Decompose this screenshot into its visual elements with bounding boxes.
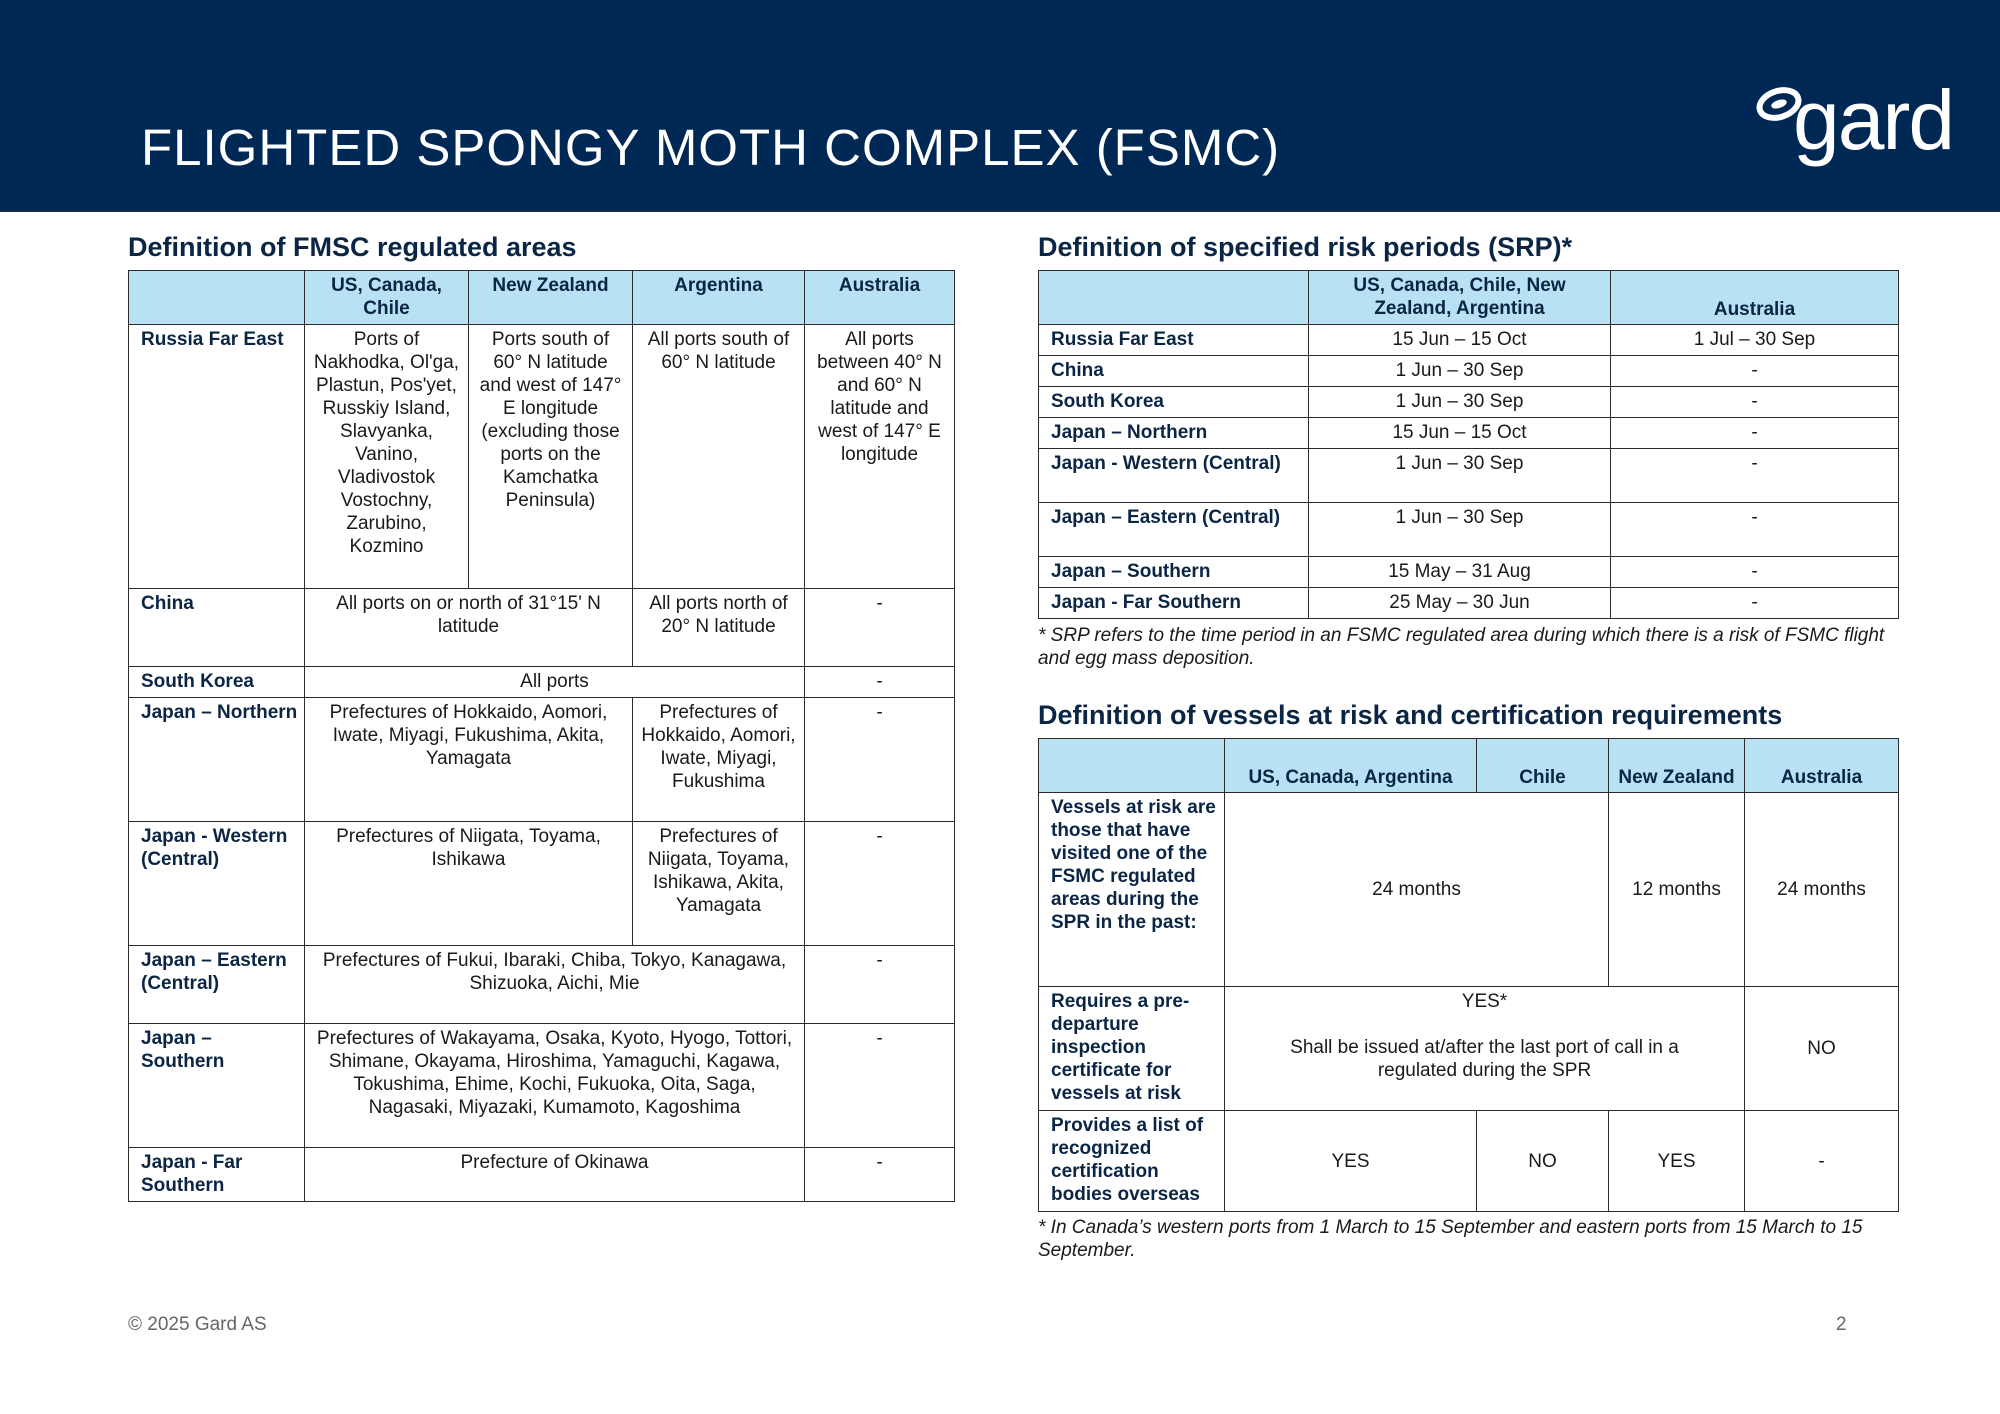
row-label: Japan – Eastern (Central) (1039, 503, 1309, 557)
table-row (1039, 325, 1899, 356)
cell: 24 months (1745, 793, 1899, 987)
srp-heading: Definition of specified risk periods (SRP)* (1038, 232, 1573, 262)
inspection-yes: YES* (1461, 991, 1508, 1012)
page-header (0, 0, 2000, 212)
row-label: Japan - Far Southern (129, 1148, 305, 1202)
vessels-table (1038, 738, 1899, 1212)
cell: 1 Jul – 30 Sep (1611, 325, 1899, 356)
vessels-footnote: * In Canada’s western ports from 1 March to 15 September and eastern ports from 15 March to 15 September. (1038, 1217, 1863, 1261)
cell: - (1611, 418, 1899, 449)
cell: 25 May – 30 Jun (1309, 588, 1611, 619)
areas-heading: Definition of FMSC regulated areas (128, 232, 577, 262)
row-label: Japan – Southern (1039, 557, 1309, 588)
page-title: FLIGHTED SPONGY MOTH COMPLEX (FSMC) (141, 119, 1281, 176)
cell: - (1611, 588, 1899, 619)
areas-col-us: US, Canada, Chile (305, 271, 469, 325)
areas-table (128, 270, 955, 1202)
inspection-detail: Shall be issued at/after the last port of call in a regulated during the SPR (1290, 1037, 1679, 1081)
logo-text: gard (1793, 73, 1954, 167)
row-label: South Korea (1039, 387, 1309, 418)
row-label: Vessels at risk are those that have visited one of the FSMC regulated areas during the SPR in the past: (1039, 793, 1225, 987)
cell: Prefectures of Niigata, Toyama, Ishikawa, Akita, Yamagata (633, 822, 805, 946)
cell: All ports north of 20° N latitude (633, 589, 805, 667)
row-label: Russia Far East (129, 325, 305, 589)
vessels-col-us: US, Canada, Argentina (1225, 739, 1477, 793)
areas-col-blank (129, 271, 305, 325)
cell: 24 months (1225, 793, 1609, 987)
vessels-col-nz: New Zealand (1609, 739, 1745, 793)
cell: 1 Jun – 30 Sep (1309, 449, 1611, 503)
cell: 15 May – 31 Aug (1309, 557, 1611, 588)
cell: 1 Jun – 30 Sep (1309, 387, 1611, 418)
vessels-heading: Definition of vessels at risk and certification requirements (1038, 700, 1783, 730)
cell: 15 Jun – 15 Oct (1309, 418, 1611, 449)
table-row (1039, 449, 1899, 503)
table-row (1039, 418, 1899, 449)
srp-col-au: Australia (1611, 271, 1899, 325)
inspection-cell (1225, 987, 1745, 1111)
cell: Prefectures of Fukui, Ibaraki, Chiba, Tokyo, Kanagawa, Shizuoka, Aichi, Mie (305, 946, 805, 1024)
cell: All ports south of 60° N latitude (633, 325, 805, 589)
cell: - (805, 589, 955, 667)
table-row (129, 946, 955, 1024)
cell: 15 Jun – 15 Oct (1309, 325, 1611, 356)
cell: YES (1609, 1111, 1745, 1212)
table-row (1039, 503, 1899, 557)
cell: All ports (305, 667, 805, 698)
table-row (129, 325, 955, 589)
srp-col-group: US, Canada, Chile, New Zealand, Argentina (1309, 271, 1611, 325)
row-label: Japan - Western (Central) (129, 822, 305, 946)
row-label: Japan - Far Southern (1039, 588, 1309, 619)
cell: - (805, 946, 955, 1024)
areas-col-nz: New Zealand (469, 271, 633, 325)
row-label: Russia Far East (1039, 325, 1309, 356)
cell: NO (1745, 987, 1899, 1111)
cell: Prefecture of Okinawa (305, 1148, 805, 1202)
row-label: Japan – Northern (1039, 418, 1309, 449)
table-row (1039, 356, 1899, 387)
cell: 1 Jun – 30 Sep (1309, 356, 1611, 387)
table-row (129, 1148, 955, 1202)
cell: Prefectures of Niigata, Toyama, Ishikawa (305, 822, 633, 946)
row-label: Japan – Southern (129, 1024, 305, 1148)
cell: - (805, 1024, 955, 1148)
srp-footnote: * SRP refers to the time period in an FSMC regulated area during which there is a risk of FSMC flight and egg mass deposition. (1038, 625, 1885, 669)
row-label: Requires a pre-departure inspection certificate for vessels at risk (1039, 987, 1225, 1111)
table-row (129, 667, 955, 698)
table-row (1039, 1111, 1899, 1212)
table-row (1039, 557, 1899, 588)
row-label: Japan – Northern (129, 698, 305, 822)
table-row (1039, 793, 1899, 987)
cell: - (1611, 449, 1899, 503)
cell: Prefectures of Wakayama, Osaka, Kyoto, Hyogo, Tottori, Shimane, Okayama, Hiroshima, Yamaguchi, Kagawa, Tokushima, Ehime, Kochi, Fukuoka, Oita, Saga, Nagasaki, Miyazaki, Kumamoto, Kagoshima (305, 1024, 805, 1148)
cell: All ports on or north of 31°15' N latitude (305, 589, 633, 667)
table-row (1039, 588, 1899, 619)
table-row (129, 822, 955, 946)
cell: - (1611, 356, 1899, 387)
cell: 1 Jun – 30 Sep (1309, 503, 1611, 557)
cell: - (805, 822, 955, 946)
table-row (129, 698, 955, 822)
vessels-col-cl: Chile (1477, 739, 1609, 793)
areas-col-au: Australia (805, 271, 955, 325)
row-label: South Korea (129, 667, 305, 698)
areas-col-ar: Argentina (633, 271, 805, 325)
cell: Ports of Nakhodka, Ol'ga, Plastun, Pos'yet, Russkiy Island, Slavyanka, Vanino, Vladivostok Vostochny, Zarubino, Kozmino (305, 325, 469, 589)
vessels-col-au: Australia (1745, 739, 1899, 793)
cell: NO (1477, 1111, 1609, 1212)
table-row (129, 589, 955, 667)
cell: - (1611, 387, 1899, 418)
srp-col-blank (1039, 271, 1309, 325)
vessels-col-blank (1039, 739, 1225, 793)
table-row (1039, 387, 1899, 418)
copyright: © 2025 Gard AS (128, 1314, 267, 1335)
srp-table (1038, 270, 1899, 619)
cell: YES (1225, 1111, 1477, 1212)
cell: - (805, 698, 955, 822)
row-label: China (129, 589, 305, 667)
cell: All ports between 40° N and 60° N latitude and west of 147° E longitude (805, 325, 955, 589)
page-number: 2 (1836, 1314, 1847, 1335)
cell: - (1611, 503, 1899, 557)
cell: 12 months (1609, 793, 1745, 987)
table-row (129, 1024, 955, 1148)
cell: - (805, 1148, 955, 1202)
cell: - (805, 667, 955, 698)
row-label: Provides a list of recognized certification bodies overseas (1039, 1111, 1225, 1212)
table-row (1039, 987, 1899, 1111)
row-label: Japan – Eastern (Central) (129, 946, 305, 1024)
row-label: Japan - Western (Central) (1039, 449, 1309, 503)
cell: Prefectures of Hokkaido, Aomori, Iwate, Miyagi, Fukushima (633, 698, 805, 822)
cell: - (1611, 557, 1899, 588)
cell: Ports south of 60° N latitude and west of 147° E longitude (excluding those ports on the Kamchatka Peninsula) (469, 325, 633, 589)
row-label: China (1039, 356, 1309, 387)
cell: - (1745, 1111, 1899, 1212)
cell: Prefectures of Hokkaido, Aomori, Iwate, Miyagi, Fukushima, Akita, Yamagata (305, 698, 633, 822)
gard-logo (1755, 73, 1955, 178)
